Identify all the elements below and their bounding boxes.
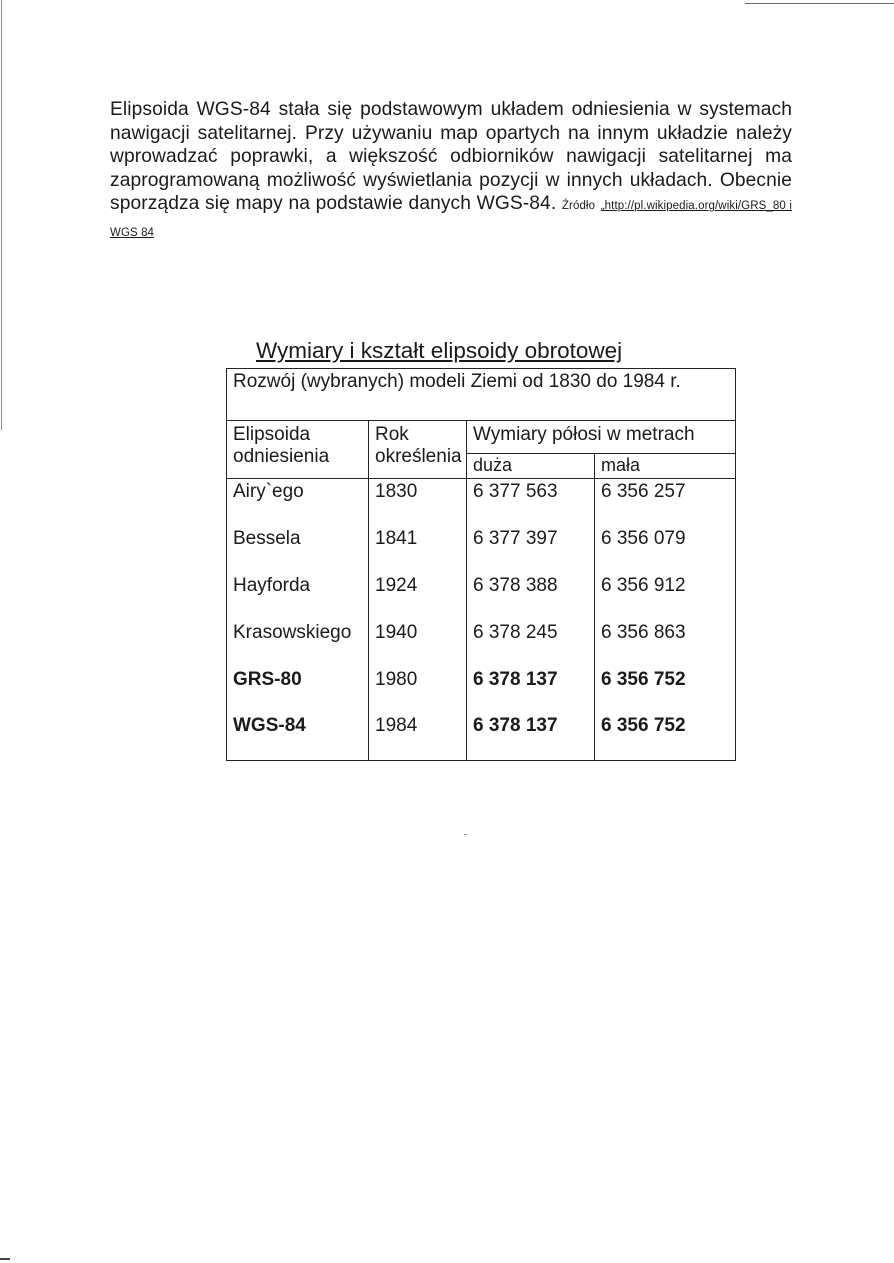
ellipsoid-name: WGS-84 bbox=[227, 713, 369, 760]
scan-edge-top bbox=[745, 3, 894, 4]
header-ellipsoid: Elipsoida odniesienia bbox=[227, 421, 369, 479]
intro-paragraph-text: Elipsoida WGS-84 stała się podstawowym układem odniesienia w systemach nawigacji satelitarnej. Przy używaniu map opartych na innym układzie należy wprowadzać poprawki, a większość odbiorników nawigacji satelitarnej ma zaprogramowaną możliwość wyświetlania pozycji w innych układach. Obecnie sporządza się mapy na podstawie danych WGS-84. bbox=[110, 99, 792, 215]
ellipsoid-minor: 6 356 863 bbox=[595, 620, 736, 667]
ellipsoid-minor: 6 356 752 bbox=[595, 667, 736, 714]
ellipsoid-major: 6 378 137 bbox=[467, 713, 595, 760]
intro-paragraph bbox=[110, 98, 792, 246]
ellipsoid-minor: 6 356 912 bbox=[595, 573, 736, 620]
ellipsoid-minor: 6 356 752 bbox=[595, 713, 736, 760]
table-row bbox=[227, 573, 736, 620]
table-caption-row bbox=[227, 369, 736, 421]
ellipsoid-major: 6 377 563 bbox=[467, 479, 595, 526]
ellipsoid-year: 1940 bbox=[369, 620, 467, 667]
ellipsoid-table bbox=[226, 368, 736, 761]
table-row bbox=[227, 667, 736, 714]
source-link[interactable]: „http://pl.wikipedia.org/wiki/GRS_80 i WGS 84 bbox=[110, 200, 793, 239]
ellipsoid-name: Bessela bbox=[227, 526, 369, 573]
table-row bbox=[227, 479, 736, 526]
ellipsoid-name: GRS-80 bbox=[227, 667, 369, 714]
ellipsoid-name: Krasowskiego bbox=[227, 620, 369, 667]
source-label: Źródło bbox=[561, 200, 596, 213]
ellipsoid-year: 1924 bbox=[369, 573, 467, 620]
table-title: Wymiary i kształt elipsoidy obrotowej bbox=[256, 338, 623, 363]
header-semi-axes: Wymiary półosi w metrach bbox=[467, 421, 736, 454]
ellipsoid-major: 6 377 397 bbox=[467, 526, 595, 573]
table-row bbox=[227, 620, 736, 667]
table-row bbox=[227, 713, 736, 760]
ellipsoid-major: 6 378 137 bbox=[467, 667, 595, 714]
ellipsoid-major: 6 378 245 bbox=[467, 620, 595, 667]
ellipsoid-minor: 6 356 079 bbox=[595, 526, 736, 573]
ellipsoid-name: Airy`ego bbox=[227, 479, 369, 526]
ellipsoid-year: 1980 bbox=[369, 667, 467, 714]
ellipsoid-major: 6 378 388 bbox=[467, 573, 595, 620]
header-minor-axis: mała bbox=[595, 454, 736, 479]
ellipsoid-name: Hayforda bbox=[227, 573, 369, 620]
scan-edge-left bbox=[1, 0, 2, 430]
table-row bbox=[227, 526, 736, 573]
header-major-axis: duża bbox=[467, 454, 595, 479]
table-caption: Rozwój (wybranych) modeli Ziemi od 1830 do 1984 r. bbox=[227, 369, 736, 421]
table-header-row bbox=[227, 421, 736, 454]
ellipsoid-year: 1984 bbox=[369, 713, 467, 760]
scan-edge-bottom bbox=[0, 1258, 10, 1260]
ellipsoid-minor: 6 356 257 bbox=[595, 479, 736, 526]
ellipsoid-year: 1841 bbox=[369, 526, 467, 573]
header-year: Rok określenia bbox=[369, 421, 467, 479]
ellipsoid-year: 1830 bbox=[369, 479, 467, 526]
scan-speck bbox=[464, 834, 467, 835]
